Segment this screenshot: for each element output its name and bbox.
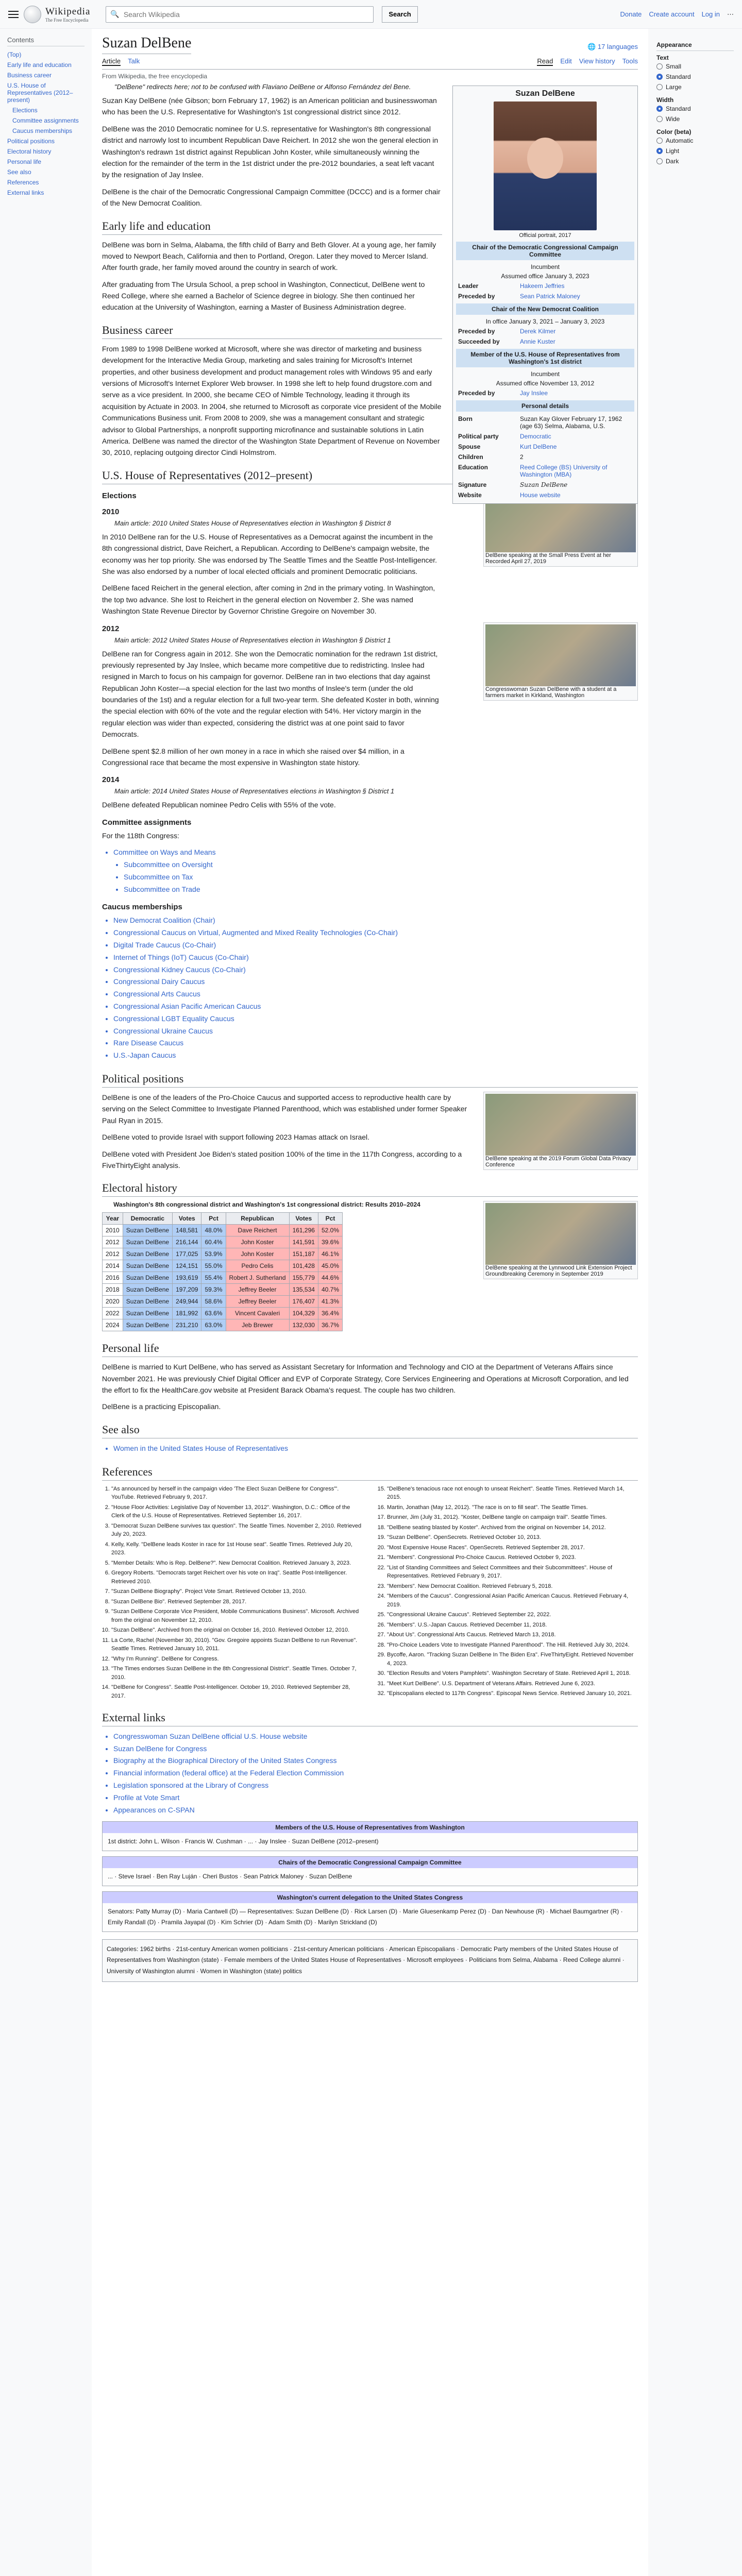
table-row [103, 1272, 343, 1284]
table-row [103, 1260, 343, 1272]
table-cell: 58.6% [201, 1296, 226, 1308]
table-cell[interactable]: Suzan DelBene [123, 1260, 172, 1272]
list-item[interactable]: • Women in the United States House of Representatives [113, 1443, 638, 1455]
office-heading[interactable]: Chair of the Democratic Congressional Campaign Committee [456, 242, 634, 260]
toc-item[interactable]: Political positions [7, 138, 55, 145]
table-cell[interactable]: Vincent Cavaleri [226, 1308, 289, 1319]
text-small-radio[interactable]: Small [656, 61, 734, 72]
list-item[interactable]: • Suzan DelBene for Congress [113, 1743, 638, 1755]
tab-history[interactable]: View history [579, 57, 615, 65]
reference-item[interactable]: 22. "List of Standing Committees and Select Committees and their Subcommittees". House of Representatives. Retrieved February 9, 2017. [387, 1564, 638, 1581]
table-cell: 55.4% [201, 1272, 226, 1284]
list-item[interactable]: • New Democrat Coalition (Chair) [113, 914, 638, 927]
main-article-note[interactable]: Main article: 2012 United States House of Representatives election in Washington § District 1 [114, 636, 391, 644]
column-header: Votes [173, 1213, 201, 1225]
figure-caption: DelBene speaking at the Lynnwood Link Extension Project Groundbreaking Ceremony in September 2019 [485, 1265, 632, 1278]
paragraph: From 1989 to 1998 DelBene worked at Microsoft, where she was director of marketing and business development for the Interactive Media Group, marketing and sales training for Microsoft's Internet properties, and other business development and product management roles with Windows 95 and early versions of Microsoft's Internet Explorer Web browser. In 1998 she left to help found drugstore.com and serve as a vice president. In 2000, she became CEO of Nimble Technology, leading it through its acquisition by Actuate in 2003. In 2004, she returned to Microsoft as corporate vice president of the Mobile Communications Business unit. From 2008 to 2009, she was a management consultant and strategic advisor to Global Partnerships, a nonprofit supporting microfinance and sustainable solutions in Latin America. DelBene was named the director of the Washington State Department of Revenue on November 30, 2010, replacing outgoing director Cindi Holmstrom. [102, 344, 442, 457]
reference-item[interactable]: 4. Kelly, Kelly. "DelBene leads Koster in race for 1st House seat". Seattle Times. Retrieved July 20, 2023. [111, 1540, 362, 1557]
list-item[interactable]: • Internet of Things (IoT) Caucus (Co-Chair) [113, 952, 638, 964]
figure [483, 1092, 638, 1170]
list-item[interactable]: • Congressional Ukraine Caucus [113, 1025, 638, 1038]
reference-item[interactable]: 17. Brunner, Jim (July 31, 2012). "Koster, DelBene tangle on campaign trail". Seattle Times. [387, 1513, 638, 1522]
table-cell: 60.4% [201, 1236, 226, 1248]
reference-item[interactable]: 31. "Meet Kurt DelBene". U.S. Department of Veterans Affairs. Retrieved June 6, 2023. [387, 1680, 638, 1688]
table-row [103, 1296, 343, 1308]
infobox-row: Political party Democratic [458, 433, 551, 440]
text-size-label: Text [656, 54, 669, 61]
translate-icon: 🌐 [587, 43, 598, 50]
table-cell[interactable]: Suzan DelBene [123, 1248, 172, 1260]
table-cell[interactable]: Jeb Brewer [226, 1319, 289, 1331]
list-item[interactable]: • Rare Disease Caucus [113, 1037, 638, 1049]
tab-tools[interactable]: Tools [622, 57, 638, 65]
reference-item[interactable]: 14. "DelBene for Congress". Seattle Post-Intelligencer. October 19, 2010. Retrieved September 28, 2017. [111, 1683, 362, 1700]
subsection-heading-elections: Elections [102, 491, 137, 500]
table-row [103, 1248, 343, 1260]
table-caption: Washington's 8th congressional district and Washington's 1st congressional district: Results 2010–2024 [113, 1201, 420, 1209]
figure [483, 622, 638, 701]
personal-details-heading: Personal details [456, 400, 634, 412]
reference-item[interactable]: 25. "Congressional Ukraine Caucus". Retrieved September 22, 2022. [387, 1611, 638, 1619]
search-button[interactable]: Search [382, 6, 417, 23]
figure-image[interactable] [485, 624, 636, 686]
navbox-body: ... · Steve Israel · Ben Ray Luján · Cheri Bustos · Sean Patrick Maloney · Suzan DelBene [108, 1873, 352, 1880]
categories-box[interactable]: Categories: 1962 births · 21st-century American women politicians · 21st-century American politicians · American Episcopalians · Democratic Party members of the United States House of Representatives from Washington (state) · Female members of the United States House of Representatives · Microsoft employees · Politicians from Selma, Alabama · Reed College alumni · University of Washington alumni · Women in Washington (state) politics [102, 1939, 638, 1982]
reference-item[interactable]: 24. "Members of the Caucus". Congressional Asian Pacific American Caucus. Retrieved February 4, 2019. [387, 1592, 638, 1609]
office-term: In office January 3, 2021 – January 3, 2023 [485, 318, 605, 325]
list-item[interactable]: • Legislation sponsored at the Library of Congress [113, 1780, 638, 1792]
list-item[interactable]: • Congressional LGBT Equality Caucus [113, 1013, 638, 1025]
list-item[interactable]: • Committee on Ways and Means [113, 846, 638, 859]
reference-item[interactable]: 18. "DelBene seating blasted by Koster". Archived from the original on November 14, 2012. [387, 1523, 638, 1532]
table-cell[interactable]: Suzan DelBene [123, 1319, 172, 1331]
subsection-heading-2010: 2010 [102, 507, 120, 516]
list-item[interactable]: • Congressional Asian Pacific American Caucus [113, 1001, 638, 1013]
table-cell: 2022 [103, 1308, 123, 1319]
table-row [103, 1225, 343, 1236]
main-article-note[interactable]: Main article: 2014 United States House of Representatives elections in Washington § District 1 [114, 787, 395, 795]
paragraph: DelBene ran for Congress again in 2012. She won the Democratic nomination for the redrawn 1st district, previously represented by Jay Inslee, which became more competitive due to redistricting. Inslee had resigned in March to focus on his campaign for governor. DelBene ran in two elections that day against Republican John Koster—a special election for the last two months of Inslee's term (under the old boundaries of the 1st) and a regular election for a full two-year term. She defeated Koster in both, winning the special election with 60% of the vote and the regular election with 54%. Her victory margin in the regular election was wider than expected, considering the district was at one point said to favor Democrats. [102, 649, 439, 739]
table-cell: 104,329 [289, 1308, 318, 1319]
toc-subitem[interactable]: Caucus memberships [12, 127, 73, 134]
toc-item[interactable]: External links [7, 189, 44, 196]
paragraph: DelBene is a practicing Episcopalian. [102, 1402, 221, 1411]
infobox-row: Preceded by Jay Inslee [458, 389, 548, 397]
reference-item[interactable]: 3. "Democrat Suzan DelBene survives tax question". The Seattle Times. November 2, 2010. Retrieved July 20, 2023. [111, 1522, 362, 1539]
section-heading-business: Business career [102, 324, 442, 339]
paragraph: DelBene voted with President Joe Biden's stated position 100% of the time in the 117th Congress, according to a FiveThirtyEight analysis. [102, 1149, 462, 1170]
main-text-column [102, 95, 442, 459]
text-block [102, 531, 442, 617]
table-cell: 177,025 [173, 1248, 201, 1260]
toc-item[interactable]: (Top) [7, 51, 22, 58]
infobox-row: Signature Suzan DelBene [458, 481, 568, 488]
office-term: Assumed office November 13, 2012 [496, 380, 595, 387]
portrait-image[interactable] [494, 101, 597, 230]
reference-item[interactable]: 26. "Members". U.S.-Japan Caucus. Retrieved December 11, 2018. [387, 1621, 638, 1630]
appearance-panel [656, 36, 734, 166]
brand-name: Wikipedia [45, 6, 91, 17]
see-also-list [102, 1443, 638, 1455]
table-cell: 176,407 [289, 1296, 318, 1308]
more-options-icon[interactable]: ⋯ [727, 10, 734, 18]
list-item[interactable]: • U.S.-Japan Caucus [113, 1049, 638, 1062]
table-cell: 155,779 [289, 1272, 318, 1284]
table-cell[interactable]: Jeffrey Beeler [226, 1296, 289, 1308]
table-cell: 216,144 [173, 1236, 201, 1248]
width-label: Width [656, 96, 674, 104]
column-header: Republican [226, 1213, 289, 1225]
table-cell: 44.6% [318, 1272, 342, 1284]
table-cell: 181,992 [173, 1308, 201, 1319]
site-sub: From Wikipedia, the free encyclopedia [102, 73, 208, 80]
section-heading-electoral: Electoral history [102, 1181, 638, 1197]
reference-item[interactable]: 1. "As announced by herself in the campaign video 'The Elect Suzan DelBene for Congress'". YouTube. Retrieved February 9, 2017. [111, 1485, 362, 1502]
toc-subitem[interactable]: Elections [12, 107, 38, 114]
table-cell: 63.6% [201, 1308, 226, 1319]
figure-image[interactable] [485, 1203, 636, 1265]
table-cell: 59.3% [201, 1284, 226, 1296]
reference-item[interactable]: 20. "Most Expensive House Races". OpenSecrets. Retrieved September 28, 2017. [387, 1544, 638, 1552]
color-light-radio[interactable]: Light [656, 146, 734, 156]
table-cell[interactable]: Suzan DelBene [123, 1308, 172, 1319]
site-header [0, 0, 742, 29]
section-heading-see-also: See also [102, 1423, 638, 1438]
table-header-row [103, 1213, 343, 1225]
list-item[interactable]: • Subcommittee on Trade [124, 884, 638, 896]
navbox-body: 1st district: John L. Wilson · Francis W. Cushman · ... · Jay Inslee · Suzan DelBene (2012–present) [108, 1838, 379, 1845]
paragraph: DelBene spent $2.8 million of her own money in a race in which she raised over $4 million, in a Congressional race that became the most expensive in Washington state history. [102, 747, 404, 767]
column-header: Year [103, 1213, 123, 1225]
paragraph: DelBene faced Reichert in the general election, after coming in 2nd in the primary voting. In Washington, the top two advance. She lost to Reichert in the general election on November 2. She was named Washington State Revenue Director by Governor Christine Gregoire on November 30. [102, 584, 435, 616]
toc-item[interactable]: Business career [7, 72, 52, 79]
table-cell[interactable]: Dave Reichert [226, 1225, 289, 1236]
table-row [103, 1236, 343, 1248]
column-header: Pct [318, 1213, 342, 1225]
figure-caption: Congresswoman Suzan DelBene with a student at a farmers market in Kirkland, Washington [485, 686, 617, 699]
wikipedia-logo[interactable] [24, 6, 90, 23]
reference-item[interactable]: 12. "Why I'm Running". DelBene for Congress. [111, 1655, 362, 1664]
table-of-contents [7, 36, 85, 198]
article-content [92, 29, 648, 2576]
figure-image[interactable] [485, 1094, 636, 1156]
brand-tagline: The Free Encyclopedia [45, 17, 89, 23]
table-cell: 2014 [103, 1260, 123, 1272]
navbox [102, 1856, 638, 1886]
main-menu-icon[interactable] [8, 11, 19, 18]
text-large-radio[interactable]: Large [656, 82, 734, 92]
table-cell: 249,944 [173, 1296, 201, 1308]
create-account-link[interactable]: Create account [649, 10, 695, 18]
office-term: Assumed office January 3, 2023 [501, 273, 589, 280]
list-item[interactable]: • Congressional Arts Caucus [113, 988, 638, 1001]
table-cell: 48.0% [201, 1225, 226, 1236]
reference-item[interactable]: 10. "Suzan DelBene". Archived from the original on October 16, 2010. Retrieved October 12, 2010. [111, 1626, 362, 1635]
globe-icon [24, 6, 41, 23]
table-cell: 39.6% [318, 1236, 342, 1248]
navbox-title[interactable]: Members of the U.S. House of Representatives from Washington [103, 1822, 637, 1833]
electoral-table [102, 1212, 343, 1331]
references-list [102, 1485, 638, 1701]
text-block [102, 648, 442, 769]
paragraph: DelBene defeated Republican nominee Pedro Celis with 55% of the vote. [102, 801, 336, 809]
infobox-row: Preceded by Derek Kilmer [458, 328, 556, 335]
hatnote: "DelBene" redirects here; not to be confused with Flaviano DelBene or Alfonso Fernández del Bene. [114, 83, 411, 91]
table-cell: 197,209 [173, 1284, 201, 1296]
text-standard-radio[interactable]: Standard [656, 72, 734, 82]
search-icon: 🔍 [110, 10, 120, 18]
table-cell: 36.7% [318, 1319, 342, 1331]
navbox-title[interactable]: Washington's current delegation to the United States Congress [103, 1892, 637, 1903]
toc-item[interactable]: References [7, 179, 39, 186]
reference-item[interactable]: 7. "Suzan DelBene Biography". Project Vote Smart. Retrieved October 13, 2010. [111, 1587, 362, 1596]
table-cell: 52.0% [318, 1225, 342, 1236]
column-header: Democratic [123, 1213, 172, 1225]
reference-item[interactable]: 2. "House Floor Activities: Legislative Day of November 13, 2012". Washington, D.C.: Office of the Clerk of the U.S. House of Representatives. Retrieved September 16, 2017. [111, 1503, 362, 1520]
column-header: Pct [201, 1213, 226, 1225]
reference-item[interactable]: 5. "Member Details: Who is Rep. DelBene?". New Democrat Coalition. Retrieved January 3, 2023. [111, 1559, 362, 1568]
table-cell: 2018 [103, 1284, 123, 1296]
section-heading-personal: Personal life [102, 1342, 638, 1357]
paragraph: In 2010 DelBene ran for the U.S. House of Representatives as a Democrat against the incumbent in the 8th congressional district, Dave Reichert, a Republican. According to DelBene's campaign website, the economy was her top priority. She was endorsed by The Seattle Times and the Seattle Post-Intelligencer. She was also endorsed by a number of local elected officials and prominent Democratic politicians. [102, 532, 437, 575]
table-cell[interactable]: John Koster [226, 1236, 289, 1248]
table-cell[interactable]: Suzan DelBene [123, 1225, 172, 1236]
committee-list [102, 846, 638, 895]
table-cell: 2012 [103, 1248, 123, 1260]
infobox-row: Website House website [458, 492, 561, 499]
section-heading-positions: Political positions [102, 1072, 638, 1088]
reference-item[interactable]: 29. Bycoffe, Aaron. "Tracking Suzan DelBene In The Biden Era". FiveThirtyEight. Retrieved November 4, 2023. [387, 1651, 638, 1668]
reference-item[interactable]: 27. "About Us". Congressional Arts Caucus. Retrieved March 13, 2018. [387, 1631, 638, 1639]
table-cell: 148,581 [173, 1225, 201, 1236]
list-item[interactable]: • Profile at Vote Smart [113, 1792, 638, 1804]
list-item[interactable]: • Biography at the Biographical Directory of the United States Congress [113, 1755, 638, 1767]
table-cell[interactable]: Jeffrey Beeler [226, 1284, 289, 1296]
color-label: Color (beta) [656, 128, 692, 135]
subsection-heading-caucus: Caucus memberships [102, 903, 182, 912]
donate-link[interactable]: Donate [620, 10, 642, 18]
table-row [103, 1308, 343, 1319]
paragraph: DelBene was born in Selma, Alabama, the fifth child of Barry and Beth Glover. At a young age, her family moved to Newport Beach, California and then to Portland, Oregon. Later they moved to Mercer Island. After fourth grade, her family moved around the country in search of work. [102, 240, 436, 272]
navbox-body: Senators: Patty Murray (D) · Maria Cantwell (D) — Representatives: Suzan DelBene (D) · Rick Larsen (D) · Marie Gluesenkamp Perez (D) · Dan Newhouse (R) · Michael Baumgartner (R) · Emily Randall (D) · Pramila Jayapal (D) · Kim Schrier (D) · Adam Smith (D) · Marilyn Strickland (D) [108, 1907, 623, 1926]
table-body [103, 1225, 343, 1331]
table-cell: 2024 [103, 1319, 123, 1331]
column-header: Votes [289, 1213, 318, 1225]
infobox-row: Education Reed College (BS) University of Washington (MBA) [458, 464, 608, 478]
figure [483, 1201, 638, 1279]
tab-article[interactable]: Article [102, 57, 121, 65]
list-item[interactable]: • Digital Trade Caucus (Co-Chair) [113, 939, 638, 952]
article-tabs [102, 54, 638, 70]
toc-item[interactable]: Early life and education [7, 61, 72, 69]
table-cell: 161,296 [289, 1225, 318, 1236]
infobox-row: Succeeded by Annie Kuster [458, 338, 555, 345]
toc-item[interactable]: Electoral history [7, 148, 52, 155]
table-row [103, 1319, 343, 1331]
table-cell: 45.0% [318, 1260, 342, 1272]
tab-talk[interactable]: Talk [128, 57, 140, 65]
search-input[interactable] [120, 7, 374, 22]
external-links-list [102, 1731, 638, 1817]
navbox-title[interactable]: Chairs of the Democratic Congressional Campaign Committee [103, 1857, 637, 1868]
figure-caption: DelBene speaking at the 2019 Forum Global Data Privacy Conference [485, 1155, 631, 1168]
table-cell[interactable]: Robert J. Sutherland [226, 1272, 289, 1284]
committees-intro: For the 118th Congress: [102, 831, 179, 840]
color-automatic-radio[interactable]: Automatic [656, 135, 734, 146]
paragraph: DelBene is married to Kurt DelBene, who has served as Assistant Secretary for Information and Technology and CIO at the Department of Veterans Affairs since November 2021. He was previously Chief Digital Officer and EVP of Corporate Strategy, Core Services Engineering and Operations at Microsoft Corporation, and led the effort to fix the HealthCare.gov website at President Barack Obama's request. The couple has two children. [102, 1363, 629, 1395]
reference-item[interactable]: 32. "Episcopalians elected to 117th Congress". Episcopal News Service. Retrieved January 10, 2021. [387, 1689, 638, 1698]
reference-item[interactable]: 15. "DelBene's tenacious race not enough to unseat Reichert". Seattle Times. Retrieved March 14, 2015. [387, 1485, 638, 1502]
list-item[interactable]: • Congressional Caucus on Virtual, Augmented and Mixed Reality Technologies (Co-Chair) [113, 927, 638, 939]
reference-item[interactable]: 23. "Members". New Democrat Coalition. Retrieved February 5, 2018. [387, 1582, 638, 1591]
subsection-heading-committees: Committee assignments [102, 818, 192, 827]
reference-item[interactable]: 6. Gregory Roberts. "Democrats target Reichert over his vote on Iraq". Seattle Post-Intelligencer. Retrieved 2010. [111, 1569, 362, 1586]
reference-item[interactable]: 13. "The Times endorses Suzan DelBene in the 8th Congressional District". Seattle Times. October 7, 2010. [111, 1665, 362, 1682]
subsection-heading-2014: 2014 [102, 775, 120, 785]
navbox [102, 1821, 638, 1851]
portrait-caption: Official portrait, 2017 [519, 232, 571, 239]
infobox [452, 86, 638, 504]
list-item[interactable]: • Congressional Kidney Caucus (Co-Chair) [113, 964, 638, 976]
paragraph: DelBene voted to provide Israel with support following 2023 Hamas attack on Israel. [102, 1133, 370, 1142]
main-article-note[interactable]: Main article: 2010 United States House of Representatives election in Washington § District 8 [114, 519, 391, 527]
table-cell: 63.0% [201, 1319, 226, 1331]
infobox-row: Spouse Kurt DelBene [458, 443, 557, 450]
infobox-row: Preceded by Sean Patrick Maloney [458, 293, 580, 300]
table-cell: 2016 [103, 1272, 123, 1284]
reference-item[interactable]: 11. La Corte, Rachel (November 30, 2010). "Gov. Gregoire appoints Suzan DelBene to run Revenue". Seattle Times. Retrieved January 10, 2011. [111, 1636, 362, 1653]
table-cell: 36.4% [318, 1308, 342, 1319]
table-cell: 231,210 [173, 1319, 201, 1331]
subsection-heading-2012: 2012 [102, 624, 120, 633]
page-title: Suzan DelBene [102, 29, 191, 54]
reference-item[interactable]: 19. "Suzan DelBene". OpenSecrets. Retrieved October 10, 2013. [387, 1533, 638, 1542]
list-item[interactable]: • Subcommittee on Tax [124, 871, 638, 884]
table-cell[interactable]: Suzan DelBene [123, 1296, 172, 1308]
languages-button[interactable]: 🌐 17 languages [587, 43, 638, 50]
search-box [106, 6, 374, 23]
table-cell[interactable]: John Koster [226, 1248, 289, 1260]
reference-item[interactable]: 28. "Pro-Choice Leaders Vote to Investigate Planned Parenthood". The Hill. Retrieved July 30, 2024. [387, 1641, 638, 1650]
tab-edit[interactable]: Edit [560, 57, 572, 65]
section-heading-references: References [102, 1465, 638, 1481]
color-dark-radio[interactable]: Dark [656, 156, 734, 166]
infobox-row: Children 2 [458, 453, 524, 461]
table-cell: 141,591 [289, 1236, 318, 1248]
table-cell: 101,428 [289, 1260, 318, 1272]
user-links [620, 10, 734, 19]
caucus-list [102, 914, 638, 1062]
tab-read[interactable]: Read [537, 57, 553, 65]
reference-item[interactable]: 30. "Election Results and Voters Pamphlets". Washington Secretary of State. Retrieved April 1, 2018. [387, 1669, 638, 1678]
table-cell: 132,030 [289, 1319, 318, 1331]
infobox-row: Born Suzan Kay Glover February 17, 1962 (age 63) Selma, Alabama, U.S. [458, 415, 622, 430]
intro-paragraph: Suzan Kay DelBene (née Gibson; born February 17, 1962) is an American politician and businesswoman who has been the U.S. Representative for Washington's 1st congressional district since 2012. [102, 96, 437, 116]
infobox-title: Suzan DelBene [515, 89, 575, 98]
table-cell: 2020 [103, 1296, 123, 1308]
office-status: Incumbent [530, 263, 560, 270]
list-item[interactable]: • Congresswoman Suzan DelBene official U.S. House website [113, 1731, 638, 1743]
width-wide-radio[interactable]: Wide [656, 114, 734, 124]
table-cell: 2010 [103, 1225, 123, 1236]
table-cell: 2012 [103, 1236, 123, 1248]
table-cell: 124,151 [173, 1260, 201, 1272]
list-item[interactable]: • Congressional Dairy Caucus [113, 976, 638, 988]
list-item[interactable]: • Subcommittee on Oversight [124, 859, 638, 871]
section-heading-external: External links [102, 1711, 638, 1726]
list-item[interactable]: • Financial information (federal office) at the Federal Election Commission [113, 1767, 638, 1780]
table-cell: 55.0% [201, 1260, 226, 1272]
section-heading-house: U.S. House of Representatives (2012–present) [102, 469, 638, 484]
toc-item[interactable]: Personal life [7, 158, 42, 165]
office-status: Incumbent [530, 370, 560, 378]
table-cell: 193,619 [173, 1272, 201, 1284]
office-heading[interactable]: Member of the U.S. House of Representatives from Washington's 1st district [456, 349, 634, 367]
reference-item[interactable]: 9. "Suzan DelBene Corporate Vice President, Mobile Communications Business". Microsoft. Archived from the original on November 12, 2010. [111, 1607, 362, 1624]
table-cell: 135,534 [289, 1284, 318, 1296]
section-heading-early-life: Early life and education [102, 219, 442, 235]
table-cell: 151,187 [289, 1248, 318, 1260]
paragraph: DelBene is one of the leaders of the Pro-Choice Caucus and supported access to reproductive health care by serving on the Select Committee to Investigate Planned Parenthood, which was established under former Speaker Paul Ryan in 2015. [102, 1093, 467, 1125]
list-item[interactable]: • Appearances on C-SPAN [113, 1804, 638, 1817]
appearance-title: Appearance [656, 41, 734, 51]
table-cell[interactable]: Suzan DelBene [123, 1284, 172, 1296]
infobox-row: Leader Hakeem Jeffries [458, 282, 565, 290]
toc-subitem[interactable]: Committee assignments [12, 117, 79, 124]
table-cell: 53.9% [201, 1248, 226, 1260]
toc-item[interactable]: U.S. House of Representatives (2012–present) [7, 82, 73, 104]
login-link[interactable]: Log in [701, 10, 720, 18]
reference-item[interactable]: 16. Martin, Jonathan (May 12, 2012). "The race is on to fill seat". The Seattle Times. [387, 1503, 638, 1512]
table-cell[interactable]: Suzan DelBene [123, 1272, 172, 1284]
office-heading[interactable]: Chair of the New Democrat Coalition [456, 303, 634, 315]
toc-item[interactable]: See also [7, 168, 31, 176]
table-cell: 46.1% [318, 1248, 342, 1260]
intro-paragraph: DelBene was the 2010 Democratic nominee for U.S. representative for Washington's 8th congressional district and narrowly lost to incumbent Republican Dave Reichert. In 2012 she won the general election in Washington's redrawn 1st district against Republican John Koster, while simultaneously winning the election for the remainder of the term in the 1st district under the pre-2012 boundaries, a seat left vacant by the resignation of Jay Inslee. [102, 124, 439, 179]
table-cell: 40.7% [318, 1284, 342, 1296]
table-cell[interactable]: Suzan DelBene [123, 1236, 172, 1248]
figure-caption: DelBene speaking at the Small Press Event at her Recorded April 27, 2019 [485, 552, 611, 565]
reference-item[interactable]: 21. "Members". Congressional Pro-Choice Caucus. Retrieved October 9, 2023. [387, 1553, 638, 1562]
navbox [102, 1891, 638, 1932]
intro-paragraph: DelBene is the chair of the Democratic Congressional Campaign Committee (DCCC) and is a former chair of the New Democrat Coalition. [102, 187, 441, 208]
toc-title: Contents [7, 36, 85, 46]
table-row [103, 1284, 343, 1296]
paragraph: After graduating from The Ursula School, a prep school in Washington, Connecticut, DelBene went to Reed College, where she earned a Bachelor of Science degree in biology. She then continued her education at the University of Washington, earning a Master of Business Administration degree. [102, 280, 425, 312]
width-standard-radio[interactable]: Standard [656, 104, 734, 114]
table-cell: 41.3% [318, 1296, 342, 1308]
table-cell[interactable]: Pedro Celis [226, 1260, 289, 1272]
reference-item[interactable]: 8. "Suzan DelBene Bio". Retrieved September 28, 2017. [111, 1598, 362, 1606]
